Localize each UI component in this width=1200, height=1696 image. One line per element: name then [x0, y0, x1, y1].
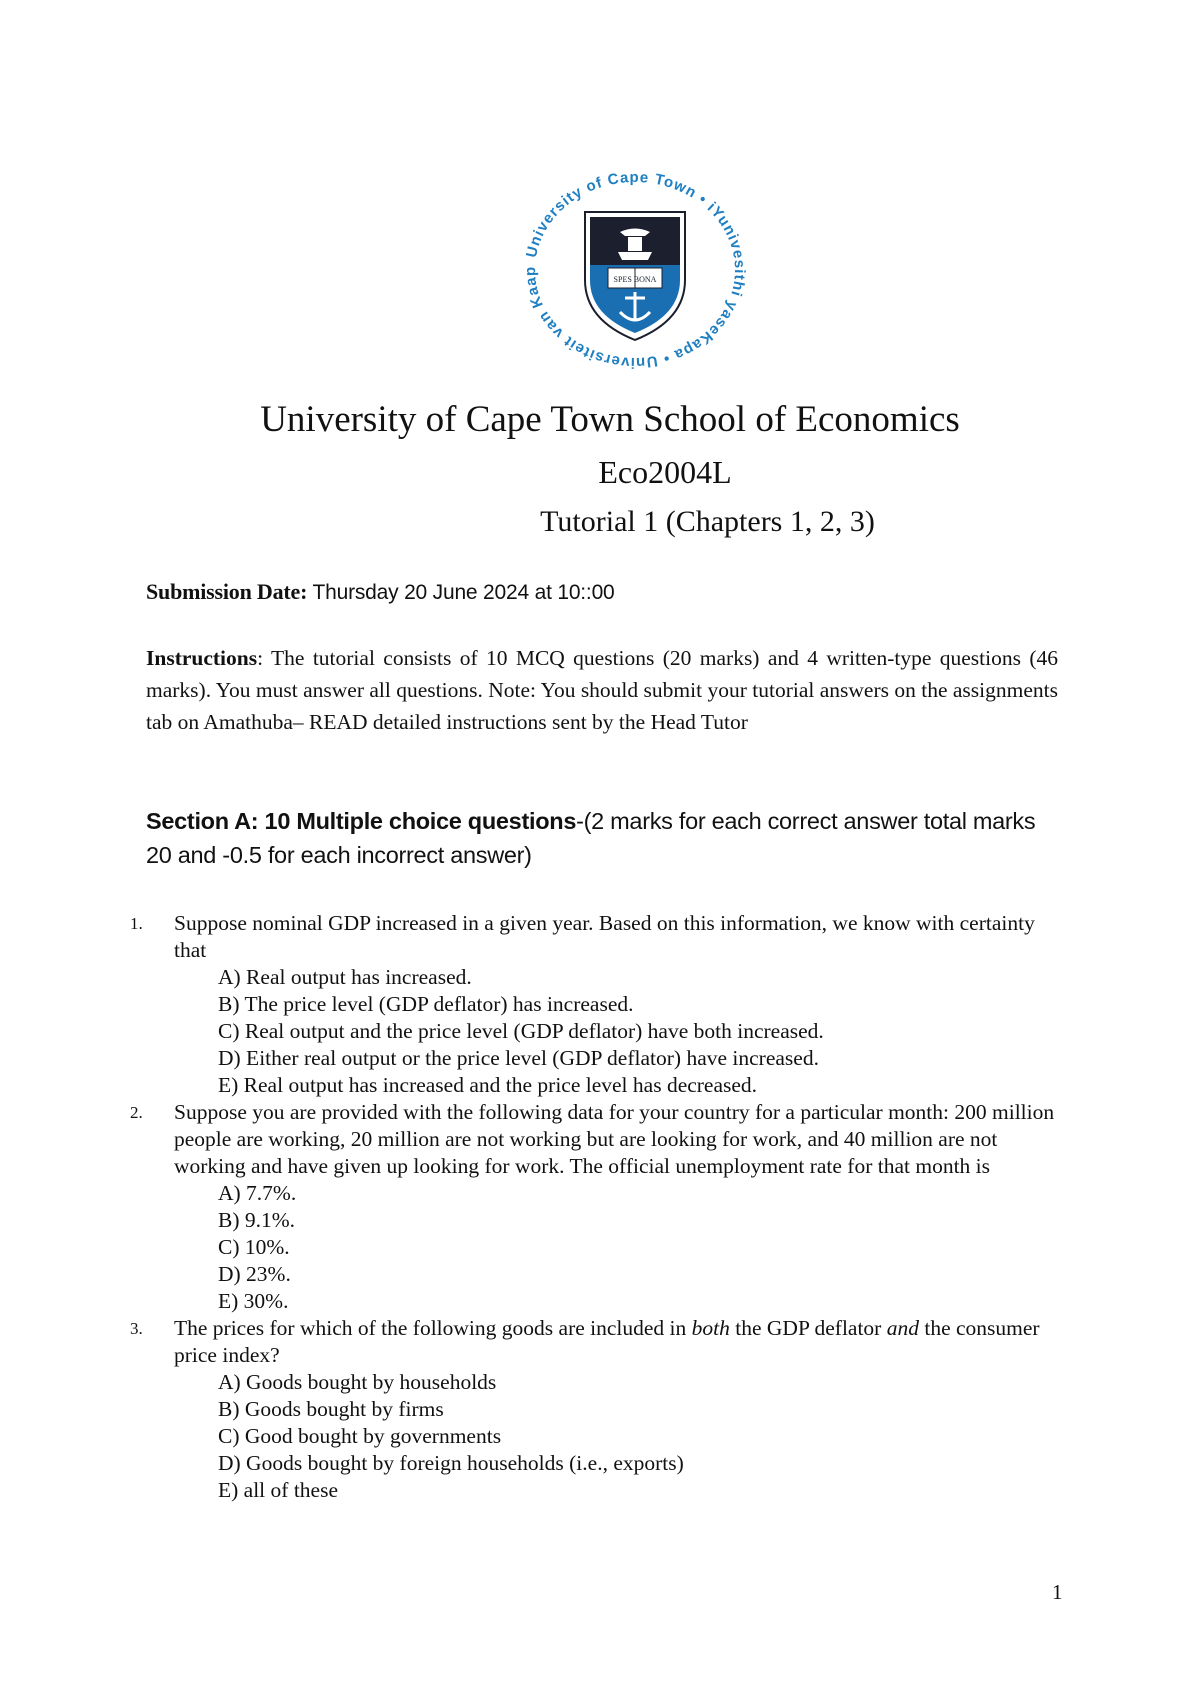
question-2 [130, 1099, 1070, 1315]
option-item: D) Goods bought by foreign households (i.e., exports) [218, 1451, 684, 1475]
question-text-emphasis: and [886, 1316, 919, 1340]
submission-label: Submission Date: [146, 579, 308, 604]
submission-value: Thursday 20 June 2024 at 10::00 [312, 581, 615, 604]
question-text: Suppose you are provided with the following data for your country for a particular month: 200 million people are working, 20 million are not working but are looking for work, and 40 million are not working and have given up looking for work. The official unemployment rate for that month is [174, 1100, 1055, 1178]
uct-crest-icon [510, 170, 760, 370]
logo-motto: SPES BONA [613, 275, 657, 284]
option-item: D) 23%. [218, 1262, 291, 1286]
option-item: B) Goods bought by firms [218, 1397, 444, 1421]
question-number: 1. [130, 914, 143, 933]
question-list [130, 910, 1070, 1504]
option-item: E) 30%. [218, 1289, 289, 1313]
option-item: B) 9.1%. [218, 1208, 296, 1232]
question-1 [130, 910, 1070, 1099]
instructions-paragraph [146, 642, 1058, 738]
option-list [174, 1180, 1070, 1315]
university-logo [510, 170, 760, 370]
submission-date [146, 579, 615, 605]
option-list [174, 964, 1070, 1099]
question-text-emphasis: both [691, 1316, 730, 1340]
page-number: 1 [1052, 1580, 1063, 1604]
option-item: C) 10%. [218, 1235, 290, 1259]
option-item: E) all of these [218, 1478, 338, 1502]
option-item: B) The price level (GDP deflator) has increased. [218, 992, 634, 1016]
option-item: C) Real output and the price level (GDP deflator) have both increased. [218, 1019, 824, 1043]
option-item: A) 7.7%. [218, 1181, 297, 1205]
question-text-part: The prices for which of the following goods are included in [174, 1316, 692, 1340]
logo-ring-text: University of Cape Town • iYunivesithi yaseKapa • Universiteit van Kaap [521, 170, 749, 370]
section-a-heading [146, 804, 1066, 872]
option-item: D) Either real output or the price level (GDP deflator) have increased. [218, 1046, 819, 1070]
option-item: E) Real output has increased and the price level has decreased. [218, 1073, 758, 1097]
option-item: A) Real output has increased. [218, 965, 472, 989]
option-item: C) Good bought by governments [218, 1424, 502, 1448]
question-number: 2. [130, 1103, 143, 1122]
question-text-part: the consumer price index? [174, 1316, 1040, 1367]
option-item: A) Goods bought by households [218, 1370, 497, 1394]
question-number: 3. [130, 1319, 143, 1338]
instructions-text: : The tutorial consists of 10 MCQ questions (20 marks) and 4 written-type questions (46 marks). You must answer all questions. Note: You should submit your tutorial answers on the assignments tab on Amathuba– READ detailed instructions sent by the Head Tutor [146, 646, 1058, 734]
question-3 [130, 1315, 1070, 1504]
page-title: University of Cape Town School of Economics [260, 399, 960, 440]
section-a-title: Section A: 10 Multiple choice questions [146, 808, 577, 834]
question-text-part: the GDP deflator [729, 1316, 887, 1340]
option-list [174, 1369, 1070, 1504]
course-code: Eco2004L [598, 454, 732, 490]
tutorial-title: Tutorial 1 (Chapters 1, 2, 3) [540, 505, 875, 538]
question-text [174, 1315, 1070, 1369]
question-text: Suppose nominal GDP increased in a given year. Based on this information, we know with certainty that [174, 911, 1035, 962]
instructions-label: Instructions [146, 646, 258, 670]
section-a-subtitle: -(2 marks for each correct answer total marks 20 and -0.5 for each incorrect answer) [146, 808, 1036, 868]
